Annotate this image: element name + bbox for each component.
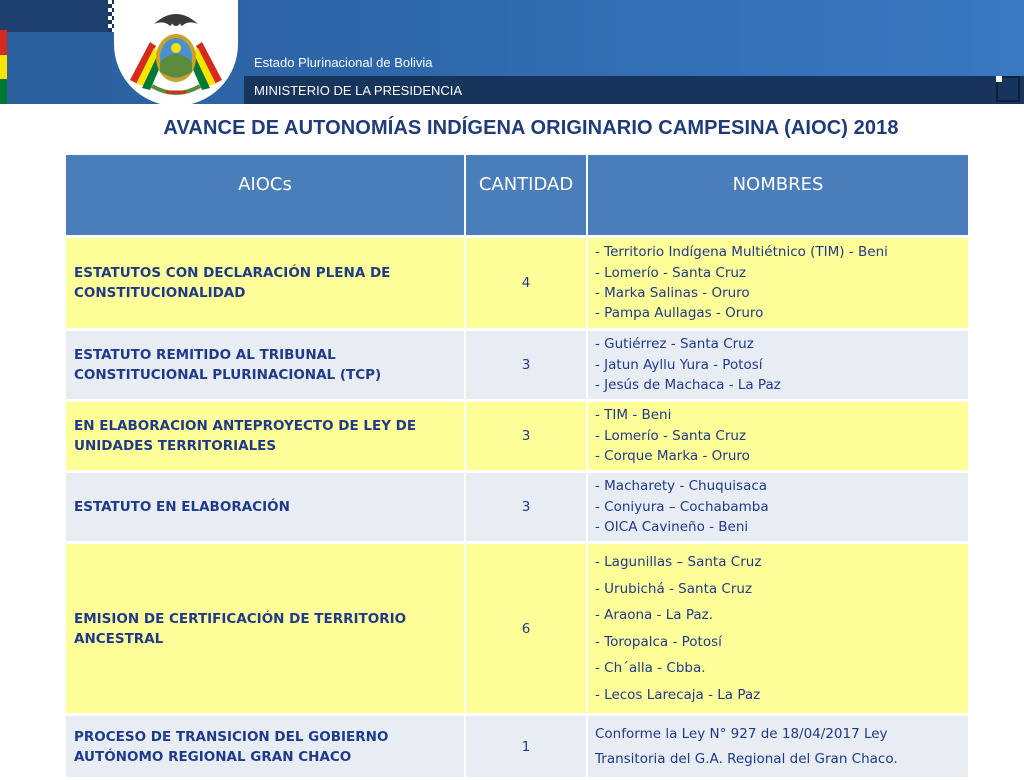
column-header-aiocs: AIOCs — [66, 155, 465, 237]
name-item: - Araona - La Paz. — [595, 607, 714, 623]
quantity-cell: 3 — [465, 472, 587, 543]
names-cell — [587, 401, 968, 472]
table-row — [66, 715, 968, 779]
name-item: - Toropalca - Potosí — [595, 633, 722, 650]
column-header-nombres: NOMBRES — [587, 155, 968, 237]
category-cell: ESTATUTO REMITIDO AL TRIBUNAL CONSTITUCIONAL PLURINACIONAL (TCP) — [66, 330, 465, 401]
names-cell — [587, 472, 968, 543]
coat-of-arms-emblem — [114, 0, 238, 106]
flag-green-band — [0, 79, 7, 104]
corner-box-decoration — [996, 76, 1020, 102]
table-header-row — [66, 155, 968, 237]
bolivia-flag-stripe — [0, 30, 7, 104]
quantity-cell: 6 — [465, 543, 587, 715]
header-corner-block — [0, 0, 112, 32]
coat-of-arms-icon — [116, 2, 236, 102]
name-item: - Lomerío - Santa Cruz — [595, 427, 747, 444]
category-cell: EN ELABORACION ANTEPROYECTO DE LEY DE UNIDADES TERRITORIALES — [66, 401, 465, 472]
table-row — [66, 401, 968, 472]
name-item: - Urubichá - Santa Cruz — [595, 580, 753, 597]
table-row — [66, 543, 968, 715]
column-header-cantidad: CANTIDAD — [465, 155, 587, 237]
name-item: - Territorio Indígena Multiétnico (TIM) - Beni — [595, 244, 888, 261]
name-item: - Lecos Larecaja - La Paz — [595, 686, 761, 703]
table-row — [66, 472, 968, 543]
name-item: Transitoria del G.A. Regional del Gran Chaco. — [595, 750, 898, 767]
aioc-table — [66, 155, 968, 780]
slide-title: AVANCE DE AUTONOMÍAS INDÍGENA ORIGINARIO CAMPESINA (AIOC) 2018 — [163, 117, 899, 139]
name-item: - Lomerío - Santa Cruz — [595, 264, 747, 281]
name-item: - Coniyura – Cochabamba — [595, 498, 769, 515]
category-cell: PROCESO DE TRANSICION DEL GOBIERNO AUTÓNOMO REGIONAL GRAN CHACO — [66, 715, 465, 779]
state-name: Estado Plurinacional de Bolivia — [254, 55, 433, 70]
name-item: - Lagunillas – Santa Cruz — [595, 554, 762, 570]
names-cell — [587, 543, 968, 715]
names-cell — [587, 237, 968, 330]
table-row — [66, 237, 968, 330]
names-cell — [587, 330, 968, 401]
name-item: Conforme la Ley N° 927 de 18/04/2017 Ley — [595, 725, 888, 742]
category-cell: EMISION DE CERTIFICACIÓN DE TERRITORIO ANCESTRAL — [66, 543, 465, 715]
category-cell: ESTATUTOS CON DECLARACIÓN PLENA DE CONSTITUCIONALIDAD — [66, 237, 465, 330]
name-item: - Pampa Aullagas - Oruro — [595, 305, 764, 322]
slide-header — [0, 0, 1024, 104]
quantity-cell: 3 — [465, 330, 587, 401]
table-row — [66, 330, 968, 401]
quantity-cell: 3 — [465, 401, 587, 472]
name-item: - Corque Marka - Oruro — [595, 448, 750, 465]
quantity-cell: 4 — [465, 237, 587, 330]
name-item: - OICA Cavineño - Beni — [595, 519, 749, 536]
flag-red-band — [0, 30, 7, 55]
names-cell — [587, 715, 968, 779]
category-cell: ESTATUTO EN ELABORACIÓN — [66, 472, 465, 543]
quantity-cell: 1 — [465, 715, 587, 779]
flag-yellow-band — [0, 55, 7, 80]
name-item: - Gutiérrez - Santa Cruz — [595, 336, 754, 353]
name-item: - Macharety - Chuquisaca — [595, 478, 768, 495]
ministry-name: MINISTERIO DE LA PRESIDENCIA — [254, 83, 463, 98]
name-item: - TIM - Beni — [595, 407, 672, 424]
name-item: - Ch´alla - Cbba. — [595, 660, 706, 676]
name-item: - Jesús de Machaca - La Paz — [595, 377, 781, 394]
name-item: - Marka Salinas - Oruro — [595, 285, 750, 301]
header-left-block — [8, 32, 112, 104]
name-item: - Jatun Ayllu Yura - Potosí — [595, 356, 763, 373]
